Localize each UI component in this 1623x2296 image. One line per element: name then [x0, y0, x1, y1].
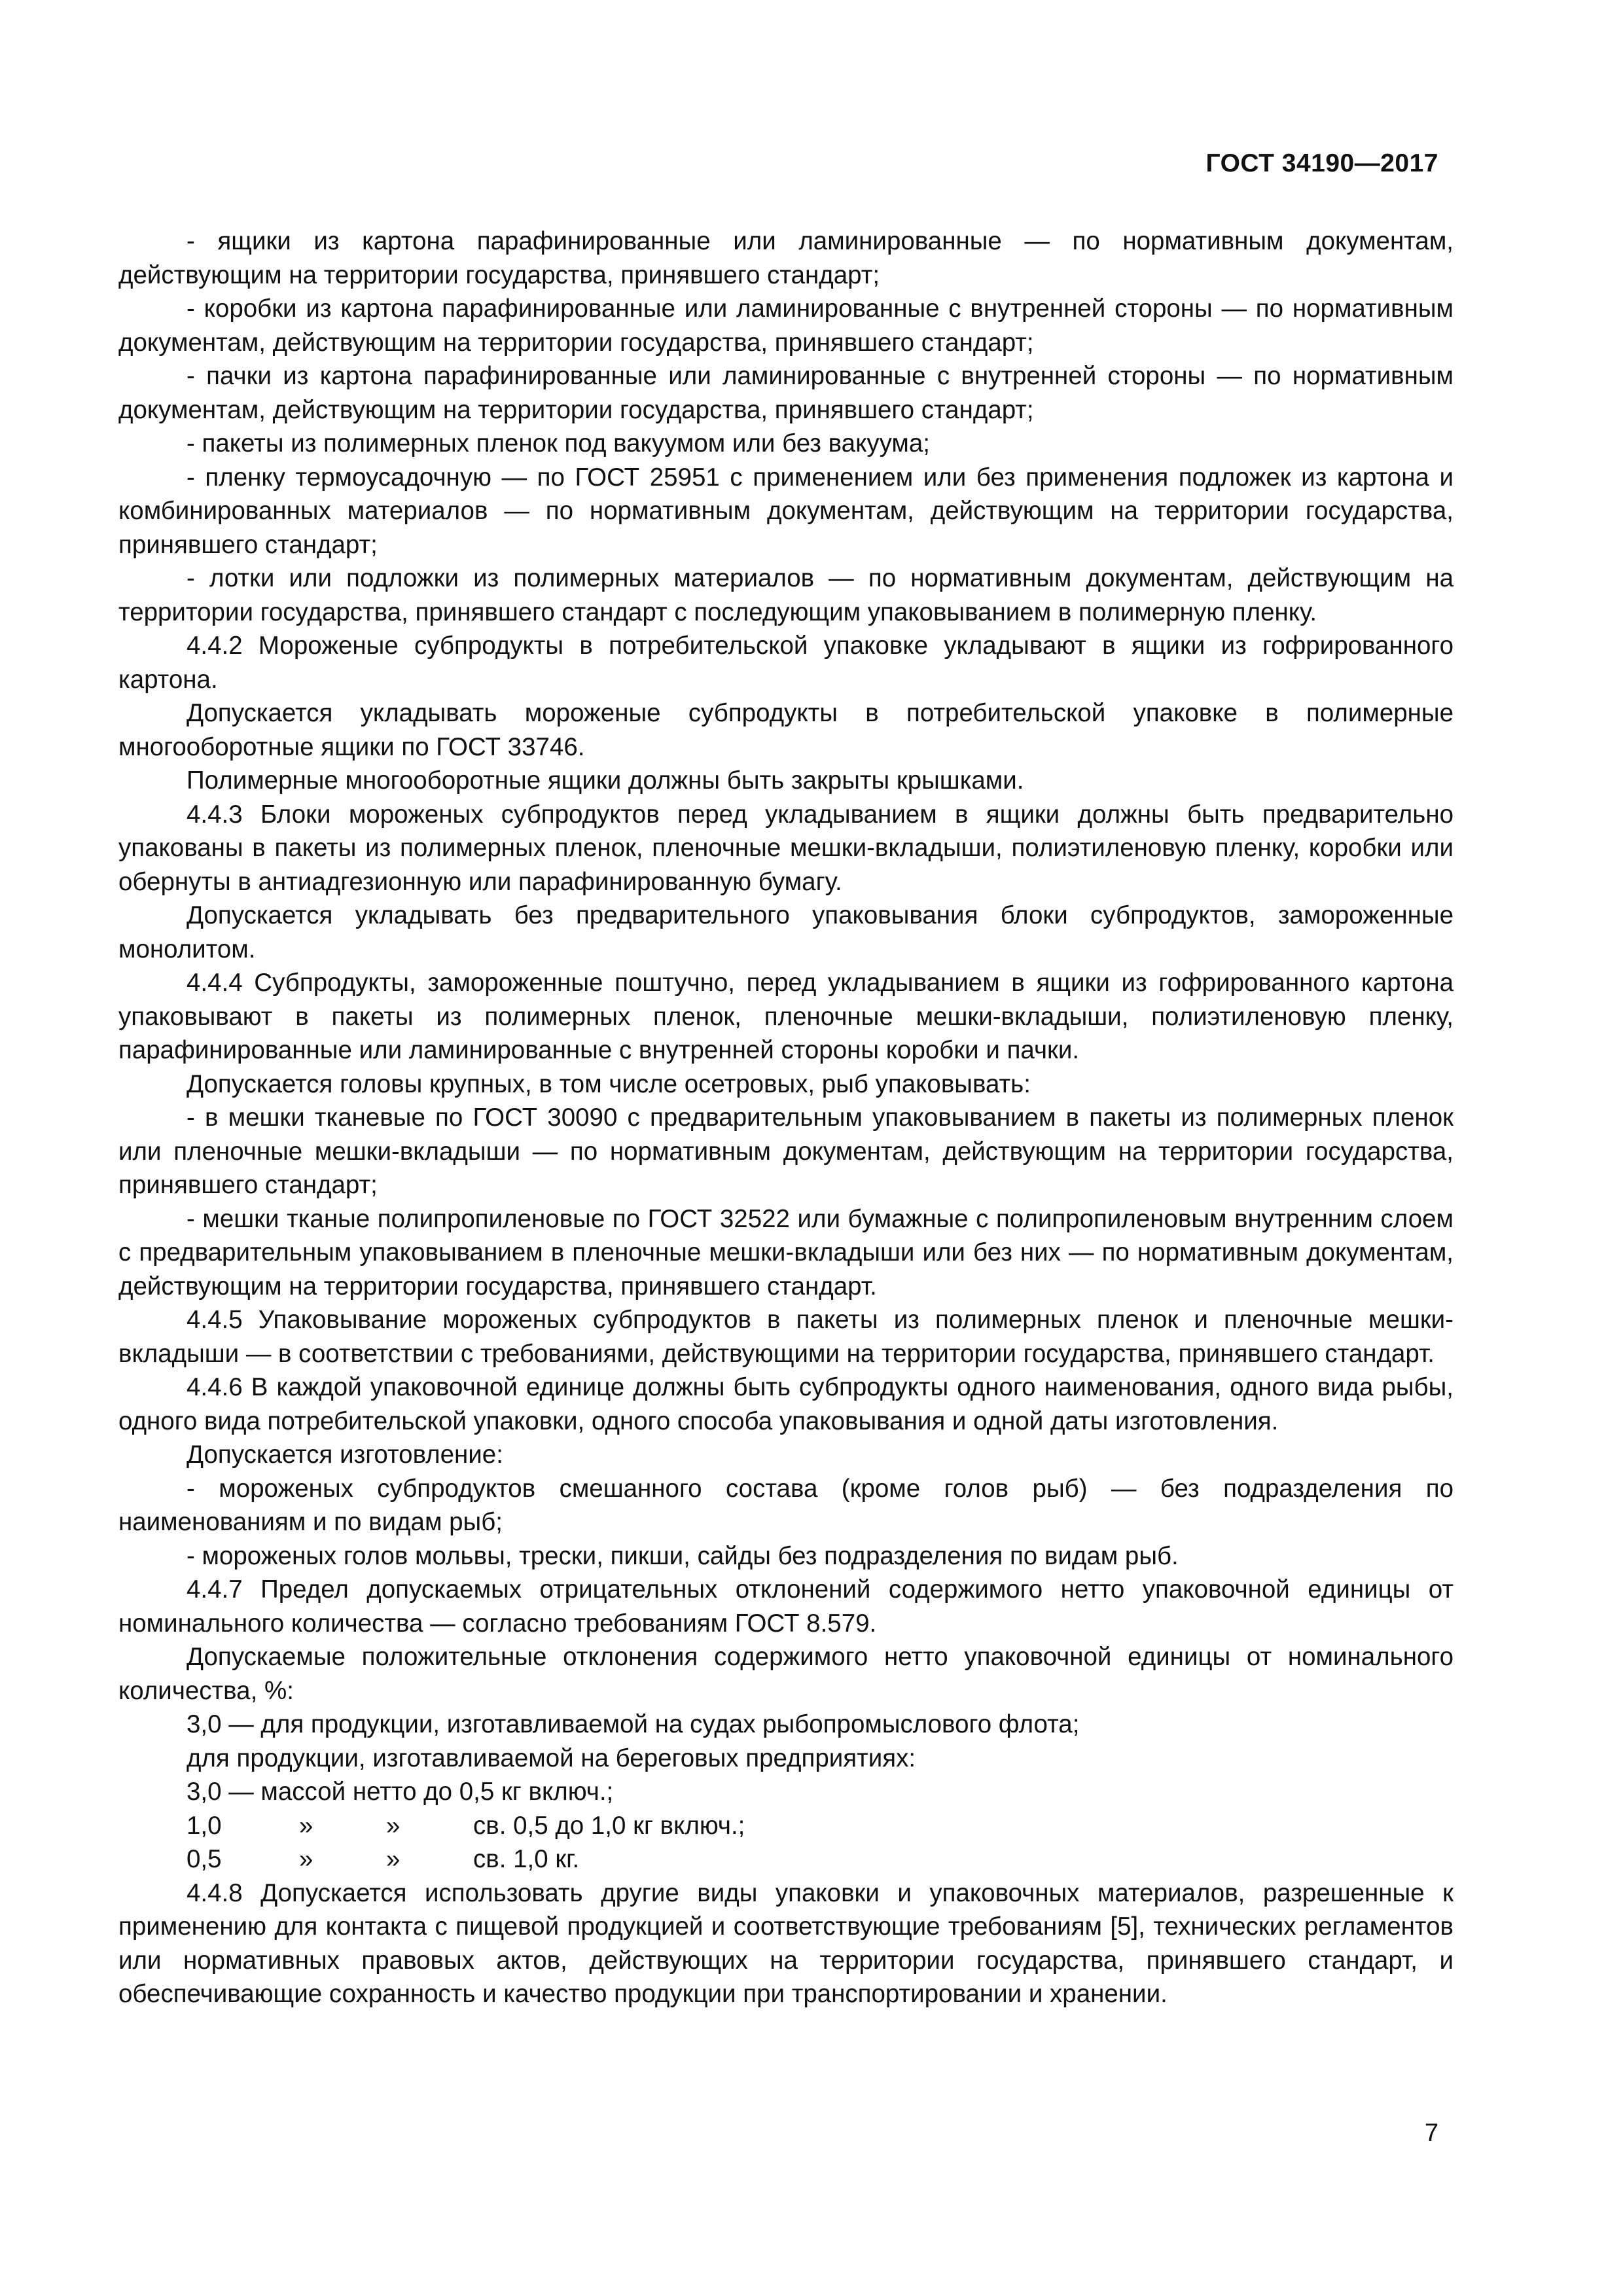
clause-4-4-4: 4.4.4 Субпродукты, замороженные поштучно, перед укладыванием в ящики из гофрированного картона упаковывают в пакеты из полимерных пленок, пленочные мешки-вкладыши, полиэтиленовую пленку, парафинированные или ламинированные с внутренней стороны коробки и пачки.	[118, 969, 1454, 1064]
ditto-mark: »	[299, 1845, 313, 1873]
ditto-mark: »	[299, 1811, 313, 1840]
list-item: - ящики из картона парафинированные или ламинированные — по нормативным документам, действующим на территории государства, принявшего стандарт;	[118, 227, 1454, 289]
clause-4-4-7: 4.4.7 Предел допускаемых отрицательных отклонений содержимого нетто упаковочной единицы от номинального количества — согласно требованиям ГОСТ 8.579.	[118, 1575, 1454, 1638]
document-code: ГОСТ 34190—2017	[1205, 149, 1438, 177]
paragraph: Допускается изготовление:	[187, 1441, 503, 1469]
tolerance-row	[118, 1842, 1454, 1876]
paragraph: 3,0 — массой нетто до 0,5 кг включ.;	[187, 1778, 614, 1806]
tolerance-range: св. 0,5 до 1,0 кг включ.;	[473, 1811, 745, 1840]
list-item: - мешки тканые полипропиленовые по ГОСТ 32522 или бумажные с полипропиленовым внутренним слоем с предварительным упаковыванием в пленочные мешки-вкладыши или без них — по нормативным документам, действующим на территории государства, принявшего стандарт.	[118, 1204, 1454, 1300]
tolerance-range: св. 1,0 кг.	[473, 1845, 580, 1873]
list-item: - мороженых субпродуктов смешанного состава (кроме голов рыб) — без подразделения по наименованиям и по видам рыб;	[118, 1474, 1454, 1536]
tolerance-value: 1,0	[187, 1811, 222, 1840]
paragraph: для продукции, изготавливаемой на береговых предприятиях:	[187, 1744, 916, 1772]
list-item: - пакеты из полимерных пленок под вакуумом или без вакуума;	[187, 429, 930, 457]
ditto-mark: »	[386, 1845, 401, 1873]
clause-4-4-3: 4.4.3 Блоки мороженых субпродуктов перед укладыванием в ящики должны быть предварительно упакованы в пакеты из полимерных пленок, пленочные мешки-вкладыши, полиэтиленовую пленку, коробки или обернуты в антиадгезионную или парафинированную бумагу.	[118, 800, 1454, 896]
list-item: - пачки из картона парафинированные или ламинированные с внутренней стороны — по нормативным документам, действующим на территории государства, принявшего стандарт;	[118, 362, 1454, 424]
clause-4-4-6: 4.4.6 В каждой упаковочной единице должны быть субпродукты одного наименования, одного вида рыбы, одного вида потребительской упаковки, одного способа упаковывания и одной даты изготовления.	[118, 1373, 1454, 1435]
page-number: 7	[1424, 2119, 1438, 2147]
paragraph: Допускается головы крупных, в том числе осетровых, рыб упаковывать:	[187, 1069, 1031, 1098]
paragraph: Допускается укладывать без предварительного упаковывания блоки субпродуктов, замороженные монолитом.	[118, 901, 1454, 963]
list-item: - лотки или подложки из полимерных материалов — по нормативным документам, действующим на территории государства, принявшего стандарт с последующим упаковыванием в полимерную пленку.	[118, 564, 1454, 626]
document-body	[118, 224, 1454, 2011]
tolerance-row	[118, 1809, 1454, 1843]
list-item: - мороженых голов мольвы, трески, пикши, сайды без подразделения по видам рыб.	[187, 1541, 1179, 1570]
list-item: - пленку термоусадочную — по ГОСТ 25951 с применением или без применения подложек из картона и комбинированных материалов — по нормативным документам, действующим на территории государства, принявшего стандарт;	[118, 463, 1454, 559]
clause-4-4-5: 4.4.5 Упаковывание мороженых субпродуктов в пакеты из полимерных пленок и пленочные мешки-вкладыши — в соответствии с требованиями, действующими на территории государства, принявшего стандарт.	[118, 1306, 1454, 1368]
paragraph: Допускаемые положительные отклонения содержимого нетто упаковочной единицы от номинального количества, %:	[118, 1643, 1454, 1705]
list-item: - в мешки тканевые по ГОСТ 30090 с предварительным упаковыванием в пакеты из полимерных пленок или пленочные мешки-вкладыши — по нормативным документам, действующим на территории государства, принявшего стандарт;	[118, 1103, 1454, 1199]
list-item: - коробки из картона парафинированные или ламинированные с внутренней стороны — по нормативным документам, действующим на территории государства, принявшего стандарт;	[118, 295, 1454, 357]
clause-4-4-2: 4.4.2 Мороженые субпродукты в потребительской упаковке укладывают в ящики из гофрированного картона.	[118, 632, 1454, 694]
ditto-mark: »	[386, 1811, 401, 1840]
paragraph: Полимерные многооборотные ящики должны быть закрыты крышками.	[187, 766, 1024, 795]
paragraph: Допускается укладывать мороженые субпродукты в потребительской упаковке в полимерные многооборотные ящики по ГОСТ 33746.	[118, 699, 1454, 761]
clause-4-4-8: 4.4.8 Допускается использовать другие виды упаковки и упаковочных материалов, разрешенные к применению для контакта с пищевой продукцией и соответствующие требованиям [5], технических регламентов или нормативных правовых актов, действующих на территории государства, принявшего стандарт, и обеспечивающие сохранность и качество продукции при транспортировании и хранении.	[118, 1878, 1454, 2008]
paragraph: 3,0 — для продукции, изготавливаемой на судах рыбопромыслового флота;	[187, 1710, 1080, 1738]
tolerance-value: 0,5	[187, 1845, 222, 1873]
